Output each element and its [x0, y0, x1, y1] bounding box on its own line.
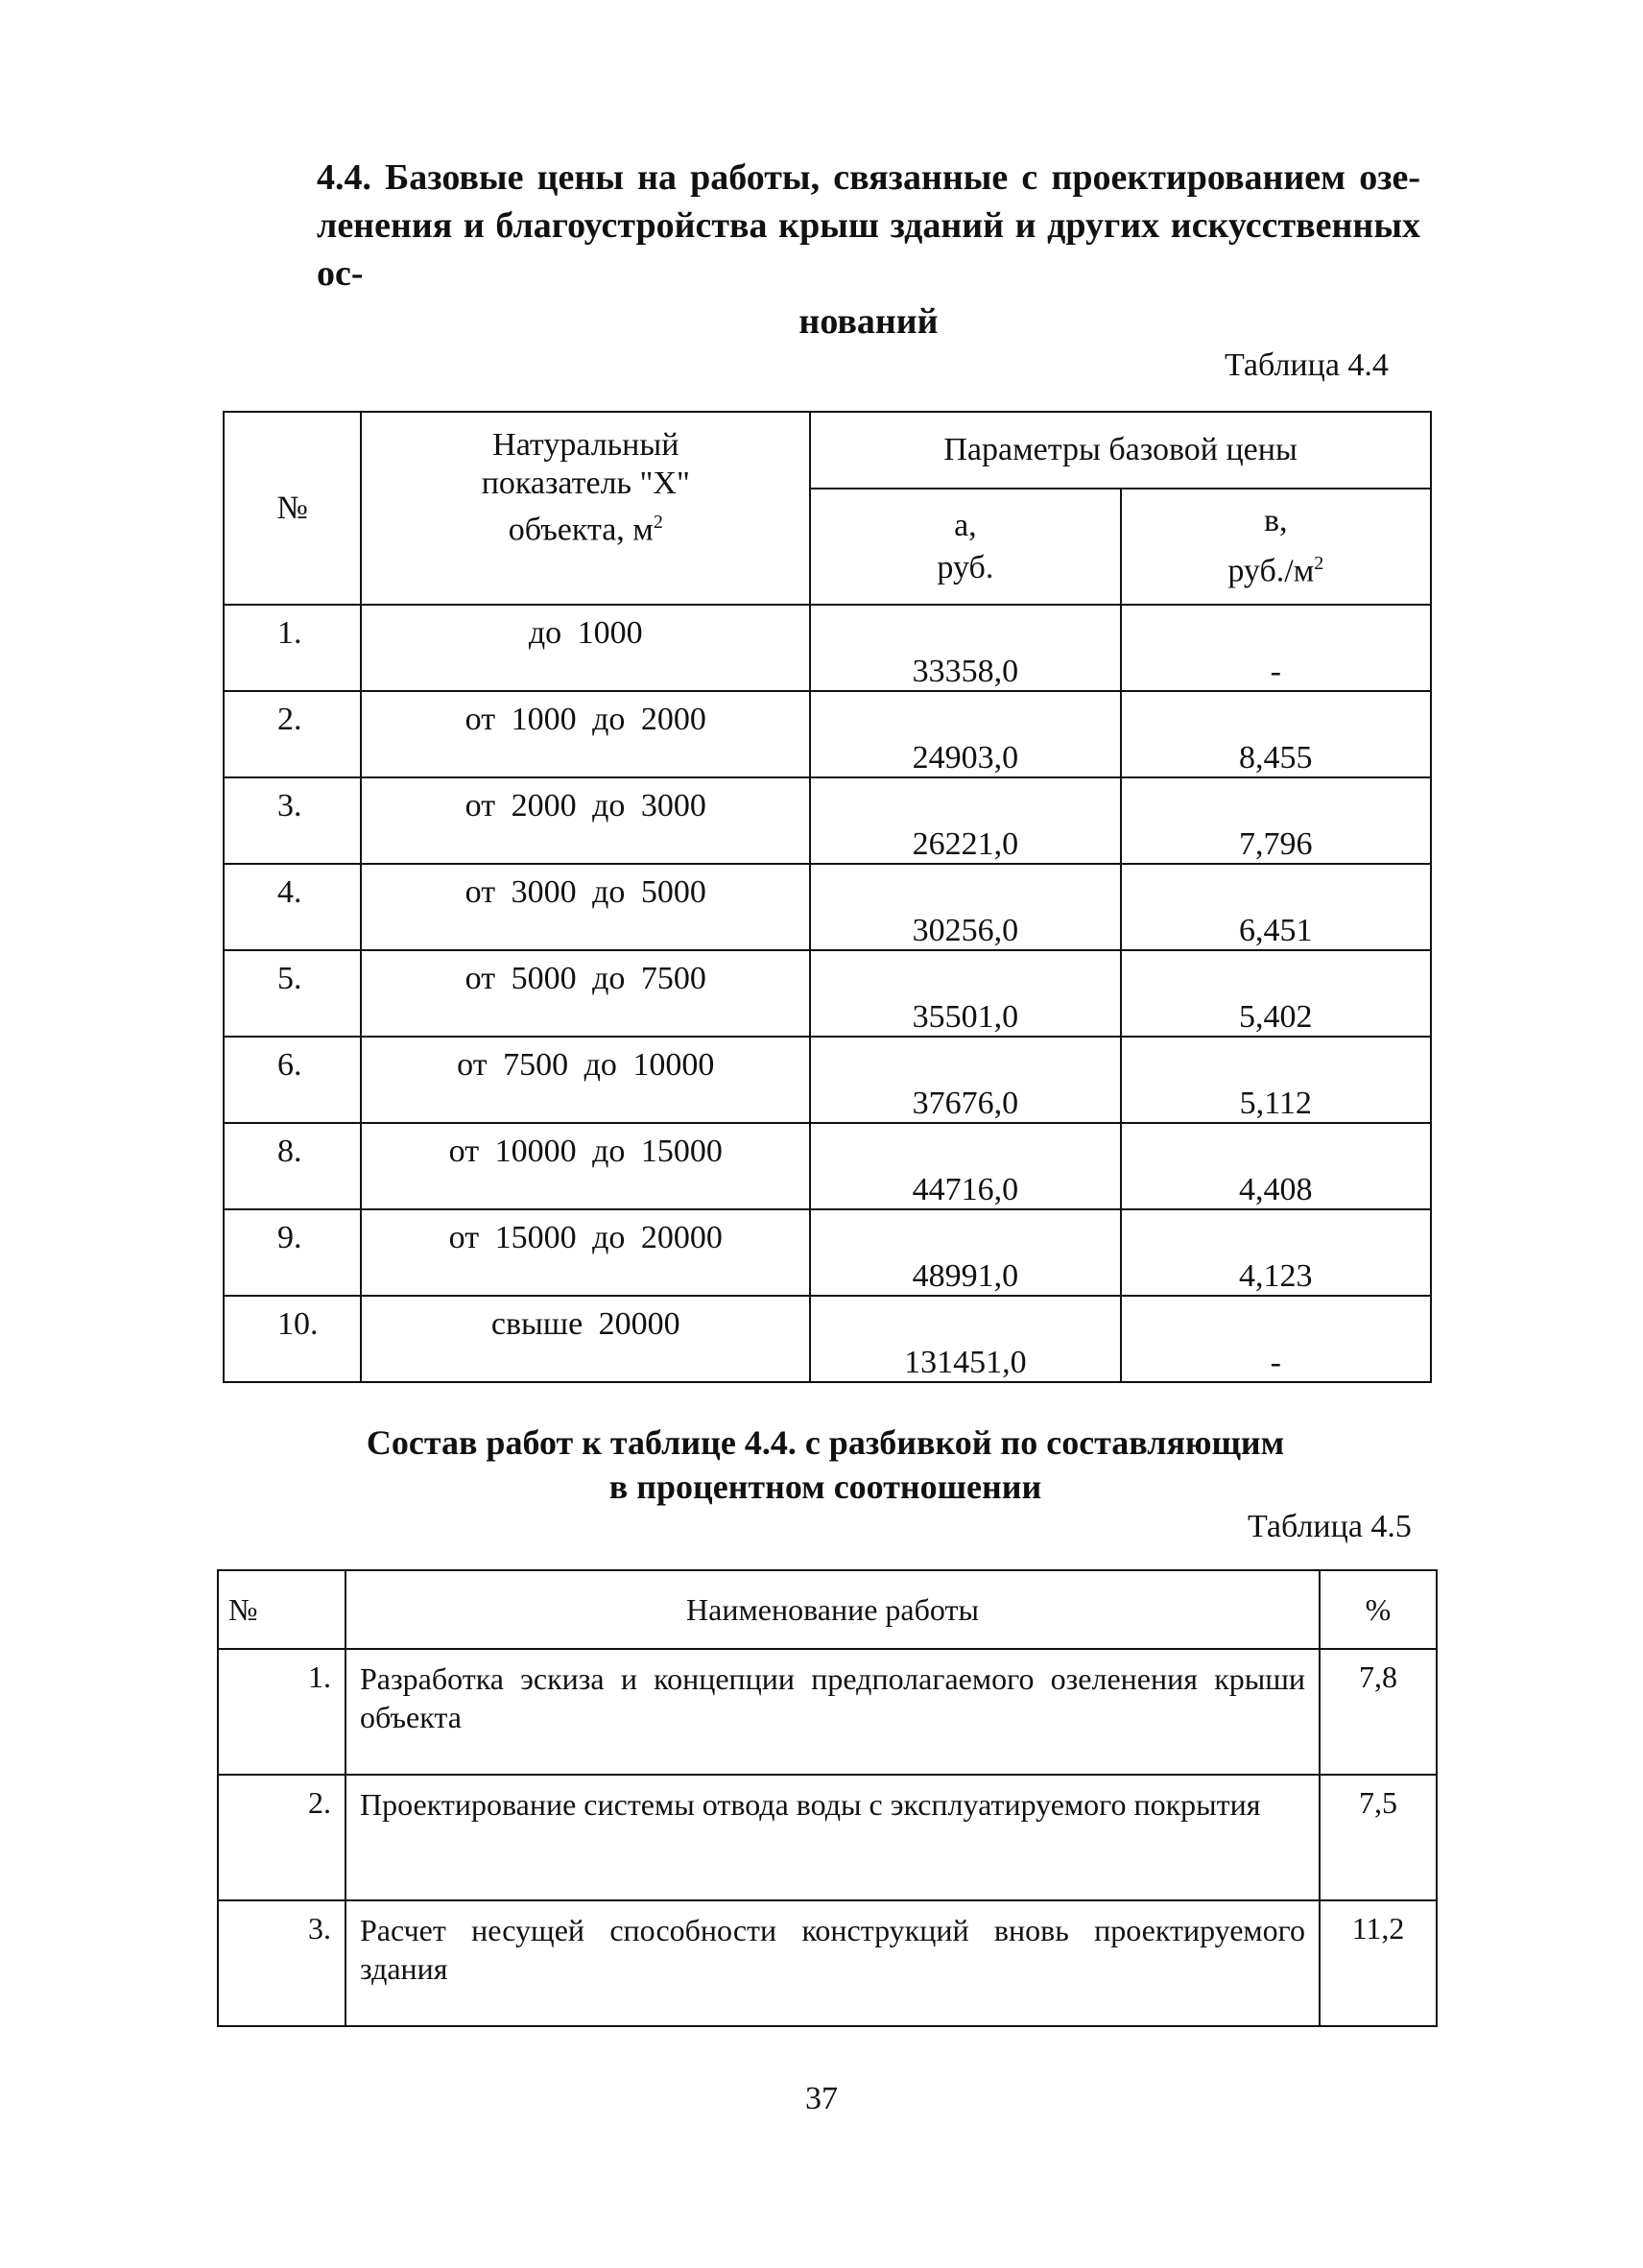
- row-number: 1.: [224, 605, 361, 691]
- row-number: 4.: [224, 864, 361, 950]
- page-number: 37: [805, 2081, 838, 2116]
- column-header-number: №: [218, 1570, 345, 1649]
- row-price-a: 35501,0: [810, 950, 1120, 1037]
- a-header-line-2: руб.: [937, 549, 994, 585]
- table-row: [224, 1296, 1431, 1382]
- table-row: [218, 1649, 1437, 1775]
- indicator-header-superscript: 2: [653, 512, 663, 533]
- column-header-a: [810, 489, 1120, 605]
- row-price-b: 4,123: [1121, 1209, 1431, 1296]
- indicator-header-line-3: объекта, м: [508, 512, 654, 548]
- row-indicator: свыше 20000: [361, 1296, 810, 1382]
- row-price-b: -: [1121, 1296, 1431, 1382]
- row-percent: 11,2: [1320, 1900, 1437, 2026]
- row-price-b: 5,402: [1121, 950, 1431, 1037]
- row-price-b: 4,408: [1121, 1123, 1431, 1209]
- table-row: [218, 1900, 1437, 2026]
- indicator-header-line-2: показатель "X": [481, 466, 690, 501]
- row-price-a: 24903,0: [810, 691, 1120, 777]
- b-header-superscript: 2: [1314, 553, 1324, 575]
- column-header-indicator: [361, 412, 810, 605]
- table-row: [224, 864, 1431, 950]
- table-row: [218, 1775, 1437, 1900]
- row-indicator: от 3000 до 5000: [361, 864, 810, 950]
- row-price-b: -: [1121, 605, 1431, 691]
- row-number: 8.: [224, 1123, 361, 1209]
- row-number: 10.: [224, 1296, 361, 1382]
- column-header-percent: %: [1320, 1570, 1437, 1649]
- table-row: [224, 950, 1431, 1037]
- works-composition-title-line-2: в процентном соотношении: [608, 1468, 1042, 1506]
- section-title-line-1: 4.4. Базовые цены на работы, связанные с проектированием озе-: [317, 157, 1420, 198]
- row-number: 9.: [224, 1209, 361, 1296]
- works-composition-title-line-1: Состав работ к таблице 4.4. с разбивкой по составляющим: [366, 1423, 1285, 1462]
- row-number: 6.: [224, 1037, 361, 1123]
- column-header-number: №: [224, 412, 361, 605]
- table-row: [224, 777, 1431, 864]
- row-price-b: 7,796: [1121, 777, 1431, 864]
- row-price-a: 37676,0: [810, 1037, 1120, 1123]
- row-indicator: от 7500 до 10000: [361, 1037, 810, 1123]
- section-title: [317, 154, 1420, 346]
- section-title-line-2: ленения и благоустройства крыш зданий и других искусственных ос-: [317, 205, 1420, 294]
- row-price-b: 8,455: [1121, 691, 1431, 777]
- row-price-a: 44716,0: [810, 1123, 1120, 1209]
- row-number: 5.: [224, 950, 361, 1037]
- row-work-name: Проектирование системы отвода воды с эксплуатируемого покрытия: [345, 1775, 1320, 1900]
- row-indicator: от 15000 до 20000: [361, 1209, 810, 1296]
- section-title-line-3: нований: [798, 301, 939, 342]
- row-number: 2.: [218, 1775, 345, 1900]
- row-number: 3.: [224, 777, 361, 864]
- table-row: [224, 1209, 1431, 1296]
- works-composition-title: [326, 1420, 1324, 1509]
- table-4-5-caption: Таблица 4.5: [1248, 1509, 1412, 1544]
- column-header-work-name: Наименование работы: [345, 1570, 1320, 1649]
- row-price-b: 6,451: [1121, 864, 1431, 950]
- row-number: 2.: [224, 691, 361, 777]
- row-indicator: от 1000 до 2000: [361, 691, 810, 777]
- column-header-b: [1121, 489, 1431, 605]
- row-price-a: 131451,0: [810, 1296, 1120, 1382]
- table-row: [224, 691, 1431, 777]
- row-price-a: 30256,0: [810, 864, 1120, 950]
- row-number: 1.: [218, 1649, 345, 1775]
- row-price-a: 26221,0: [810, 777, 1120, 864]
- row-percent: 7,5: [1320, 1775, 1437, 1900]
- row-price-a: 48991,0: [810, 1209, 1120, 1296]
- row-percent: 7,8: [1320, 1649, 1437, 1775]
- indicator-header-line-1: Натуральный: [492, 427, 679, 463]
- row-indicator: от 10000 до 15000: [361, 1123, 810, 1209]
- table-row: [224, 1123, 1431, 1209]
- b-header-line-2: руб./м: [1227, 553, 1315, 589]
- row-number: 3.: [218, 1900, 345, 2026]
- column-header-params: Параметры базовой цены: [810, 412, 1431, 489]
- b-header-line-1: в,: [1264, 503, 1288, 539]
- row-indicator: от 2000 до 3000: [361, 777, 810, 864]
- table-4-4-caption: Таблица 4.4: [1225, 347, 1389, 383]
- table-4-4: [223, 411, 1432, 1383]
- row-work-name: Расчет несущей способности конструкций вновь проектируемого здания: [345, 1900, 1320, 2026]
- table-row: [224, 605, 1431, 691]
- row-indicator: до 1000: [361, 605, 810, 691]
- a-header-line-1: а,: [954, 507, 977, 543]
- row-indicator: от 5000 до 7500: [361, 950, 810, 1037]
- table-4-5: [217, 1569, 1438, 2027]
- table-row: [224, 1037, 1431, 1123]
- row-work-name: Разработка эскиза и концепции предполагаемого озеленения крыши объекта: [345, 1649, 1320, 1775]
- row-price-a: 33358,0: [810, 605, 1120, 691]
- row-price-b: 5,112: [1121, 1037, 1431, 1123]
